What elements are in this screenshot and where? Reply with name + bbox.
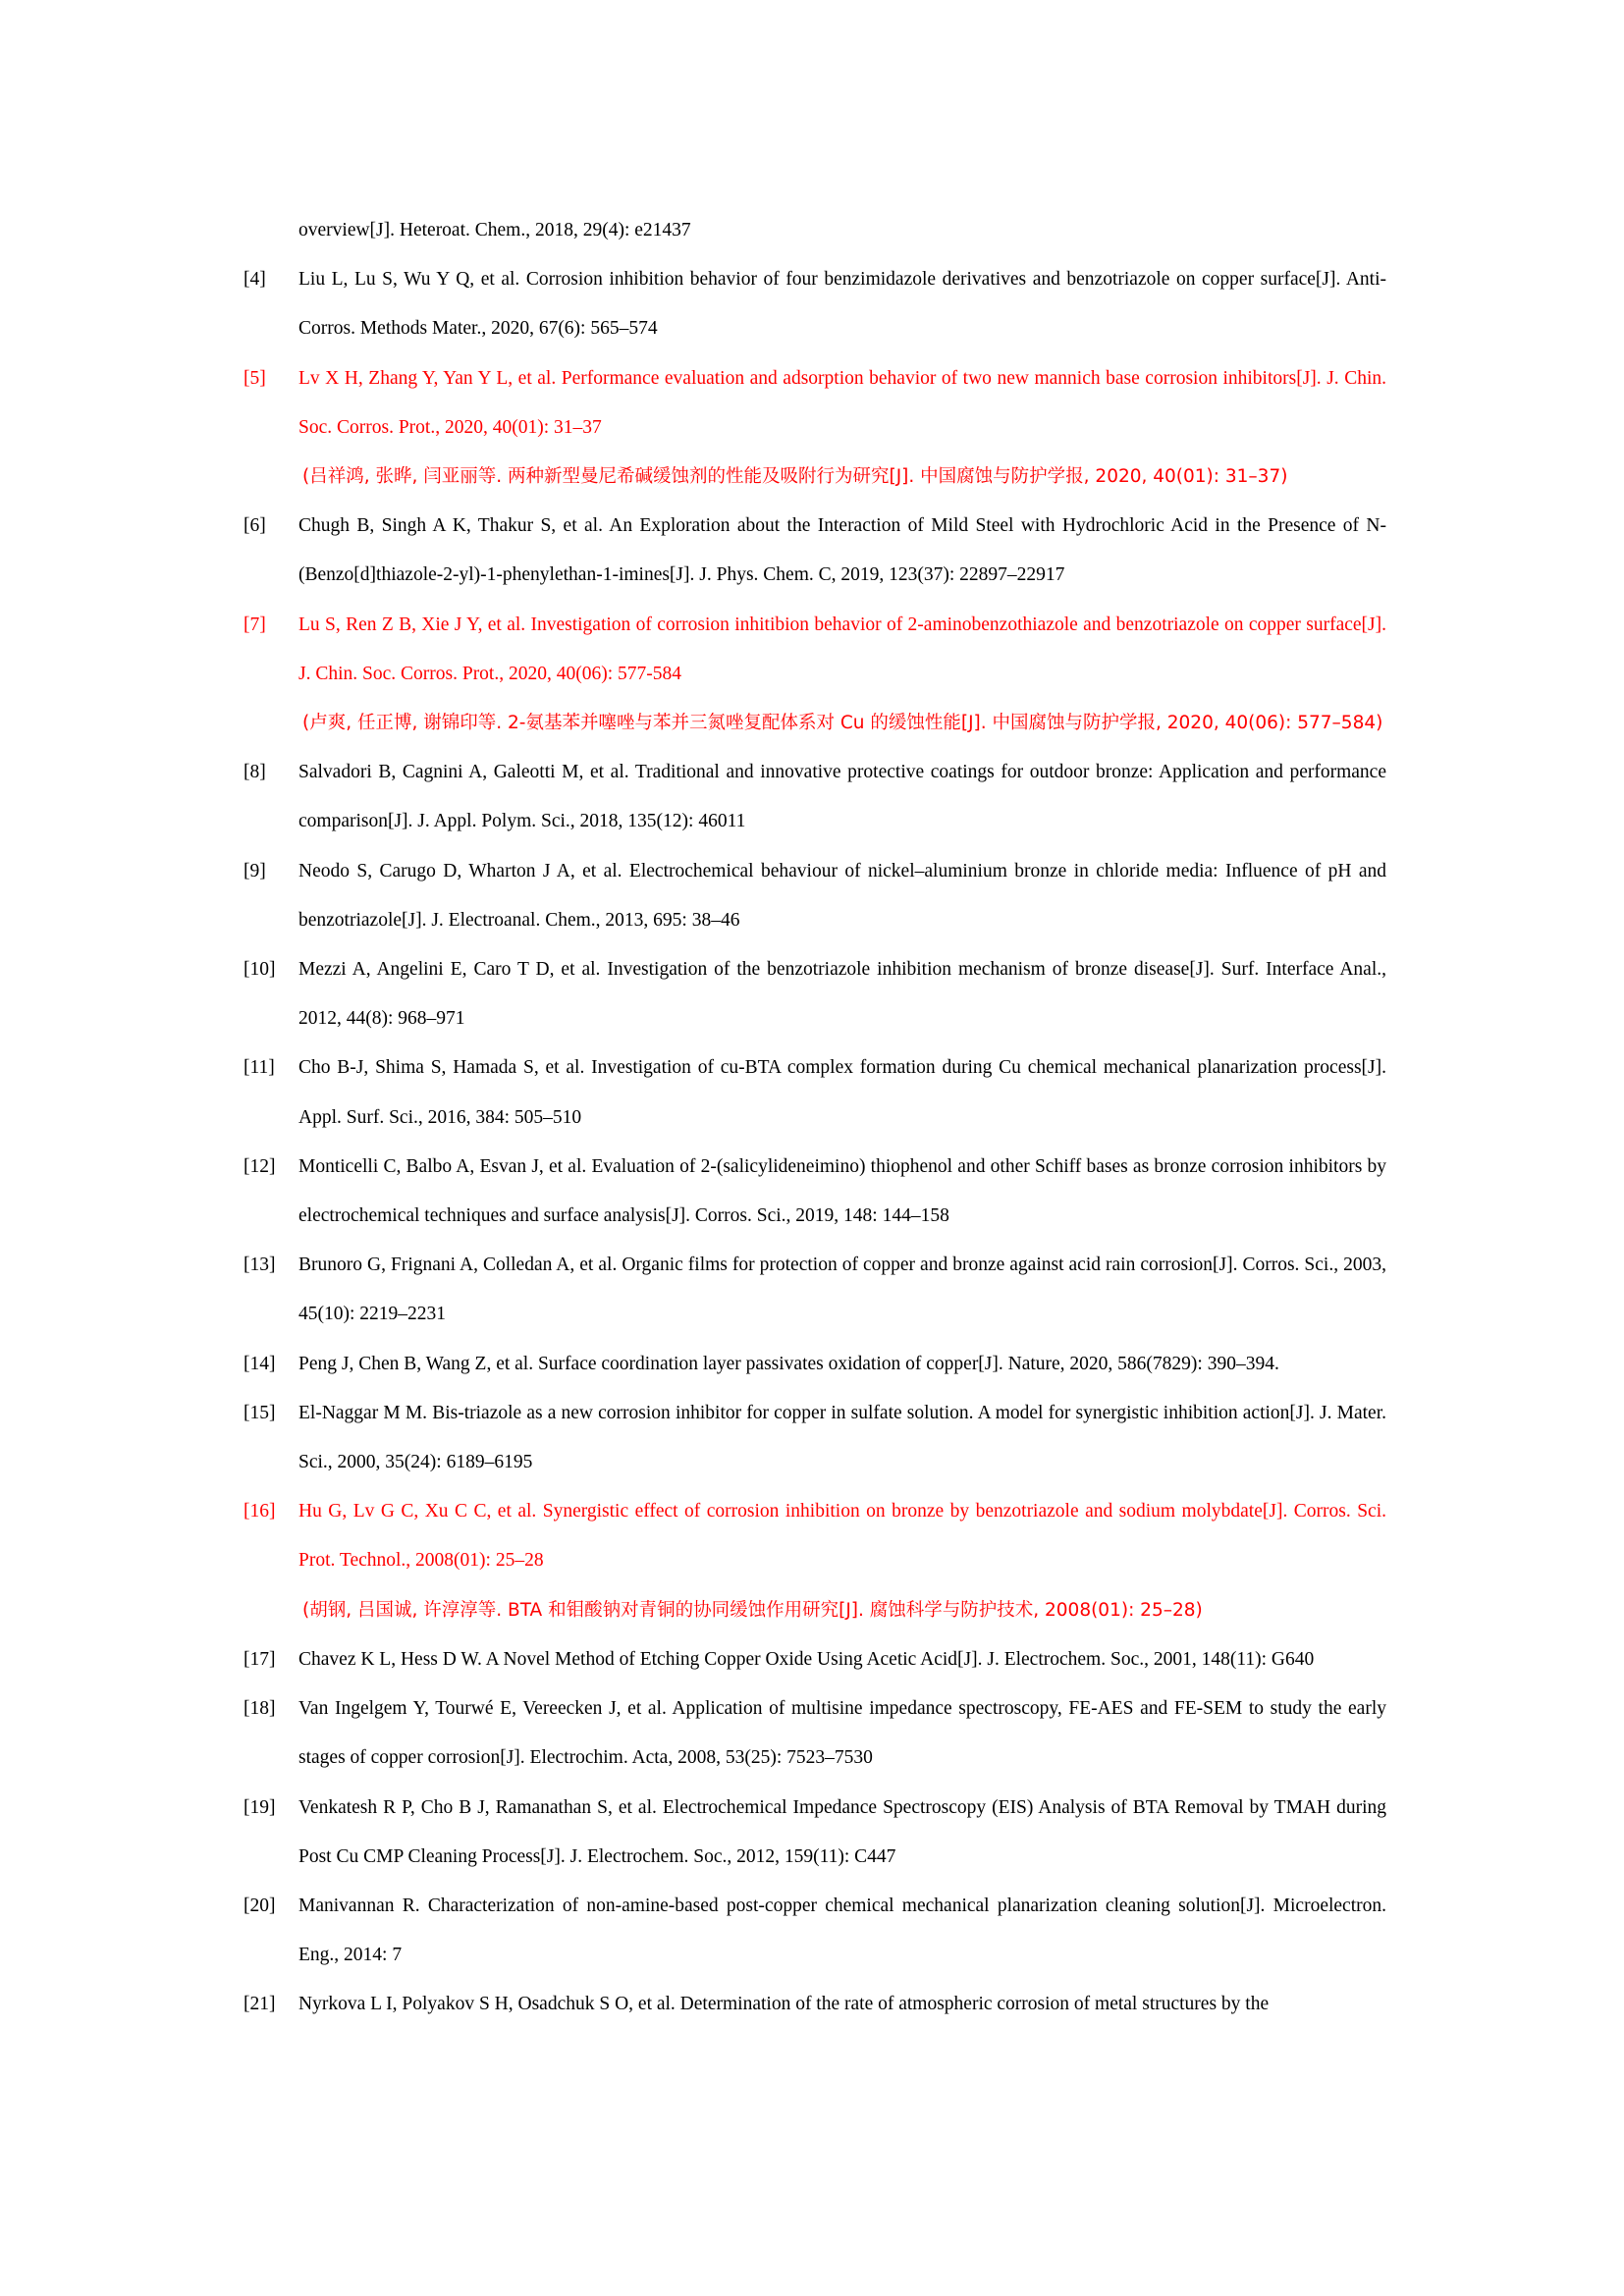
reference-number: [4] [244,269,266,291]
reference-item [244,502,1386,600]
reference-chinese-text: (吕祥鸿, 张晔, 闫亚丽等. 两种新型曼尼希碱缓蚀剂的性能及吸附行为研究[J]. 中国腐蚀与防护学报, 2020, 40(01): 31–37) [302,466,1288,488]
reference-text: Van Ingelgem Y, Tourwé E, Vereecken J, et al. Application of multisine impedance spectroscopy, FE-AES and FE-SEM to study the early stages of copper corrosion[J]. Electrochim. Acta, 2008, 53(25): 7523–7530 [298,1698,1386,1769]
reference-text: Liu L, Lu S, Wu Y Q, et al. Corrosion inhibition behavior of four benzimidazole derivatives and benzotriazole on copper surface[J]. Anti-Corros. Methods Mater., 2020, 67(6): 565–574 [298,269,1386,340]
reference-text: Manivannan R. Characterization of non-amine-based post-copper chemical mechanical planarization cleaning solution[J]. Microelectron. Eng., 2014: 7 [298,1895,1386,1966]
reference-list [244,206,1386,2030]
reference-item [244,354,1386,503]
reference-number: [21] [244,1994,276,2015]
reference-number: [18] [244,1698,276,1720]
reference-text: Venkatesh R P, Cho B J, Ramanathan S, et al. Electrochemical Impedance Spectroscopy (EIS) Analysis of BTA Removal by TMAH during Post Cu CMP Cleaning Process[J]. J. Electrochem. Soc., 2012, 159(11): C447 [298,1796,1386,1867]
reference-item [244,1389,1386,1487]
reference-number: [19] [244,1796,276,1818]
reference-item [244,1143,1386,1241]
reference-item [244,847,1386,945]
reference-item [244,1882,1386,1980]
reference-number: [17] [244,1648,276,1670]
reference-text: Cho B-J, Shima S, Hamada S, et al. Investigation of cu-BTA complex formation during Cu chemical mechanical planarization process[J]. Appl. Surf. Sci., 2016, 384: 505–510 [298,1057,1386,1128]
reference-item [244,1980,1386,2029]
reference-item [244,1684,1386,1783]
reference-item [244,1487,1386,1635]
reference-item [244,748,1386,846]
reference-text: Peng J, Chen B, Wang Z, et al. Surface coordination layer passivates oxidation of copper[J]. Nature, 2020, 586(7829): 390–394. [298,1353,1279,1374]
reference-item [244,945,1386,1043]
reference-number: [7] [244,614,266,635]
reference-number: [16] [244,1501,276,1522]
reference-text: overview[J]. Heteroat. Chem., 2018, 29(4): e21437 [298,220,691,240]
reference-text: Chavez K L, Hess D W. A Novel Method of Etching Copper Oxide Using Acetic Acid[J]. J. Electrochem. Soc., 2001, 148(11): G640 [298,1648,1315,1670]
reference-text: Nyrkova L I, Polyakov S H, Osadchuk S O, et al. Determination of the rate of atmospheric corrosion of metal structures by the [298,1994,1270,2015]
reference-number: [8] [244,762,266,783]
reference-number: [12] [244,1155,276,1177]
reference-chinese-text: (卢爽, 任正博, 谢锦印等. 2-氨基苯并噻唑与苯并三氮唑复配体系对 Cu 的缓蚀性能[J]. 中国腐蚀与防护学报, 2020, 40(06): 577–584) [302,713,1383,734]
reference-text: Mezzi A, Angelini E, Caro T D, et al. Investigation of the benzotriazole inhibition mechanism of bronze disease[J]. Surf. Interface Anal., 2012, 44(8): 968–971 [298,959,1386,1030]
reference-number: [9] [244,860,266,881]
reference-chinese-text: (胡钢, 吕国诚, 许淳淳等. BTA 和钼酸钠对青铜的协同缓蚀作用研究[J]. 腐蚀科学与防护技术, 2008(01): 25–28) [302,1599,1203,1621]
reference-item [244,255,1386,353]
reference-item [244,601,1386,749]
reference-number: [11] [244,1057,275,1079]
reference-item [244,1340,1386,1389]
reference-text: Monticelli C, Balbo A, Esvan J, et al. Evaluation of 2-(salicylideneimino) thiophenol and other Schiff bases as bronze corrosion inhibitors by electrochemical techniques and surface analysis[J]. Corros. Sci., 2019, 148: 144–158 [298,1155,1386,1227]
reference-text: Brunoro G, Frignani A, Colledan A, et al. Organic films for protection of copper and bronze against acid rain corrosion[J]. Corros. Sci., 2003, 45(10): 2219–2231 [298,1255,1386,1325]
reference-item [244,1635,1386,1684]
reference-number: [10] [244,959,276,981]
reference-text: Hu G, Lv G C, Xu C C, et al. Synergistic effect of corrosion inhibition on bronze by benzotriazole and sodium molybdate[J]. Corros. Sci. Prot. Technol., 2008(01): 25–28 [298,1501,1386,1572]
reference-text: Salvadori B, Cagnini A, Galeotti M, et al. Traditional and innovative protective coatings for outdoor bronze: Application and performance comparison[J]. J. Appl. Polym. Sci., 2018, 135(12): 46011 [298,762,1386,832]
reference-item [244,1043,1386,1142]
reference-number: [14] [244,1353,276,1374]
reference-text: Lv X H, Zhang Y, Yan Y L, et al. Performance evaluation and adsorption behavior of two new mannich base corrosion inhibitors[J]. J. Chin. Soc. Corros. Prot., 2020, 40(01): 31–37 [298,367,1386,438]
reference-text: Neodo S, Carugo D, Wharton J A, et al. Electrochemical behaviour of nickel–aluminium bronze in chloride media: Influence of pH and benzotriazole[J]. J. Electroanal. Chem., 2013, 695: 38–46 [298,860,1386,931]
reference-number: [13] [244,1255,276,1276]
reference-item [244,1241,1386,1339]
reference-number: [5] [244,367,266,389]
reference-text: Chugh B, Singh A K, Thakur S, et al. An Exploration about the Interaction of Mild Steel with Hydrochloric Acid in the Presence of N-(Benzo[d]thiazole-2-yl)-1-phenylethan-1-imines[J]. J. Phys. Chem. C, 2019, 123(37): 22897–22917 [298,515,1386,586]
reference-number: [6] [244,515,266,537]
reference-item [244,206,1386,255]
reference-text: El-Naggar M M. Bis-triazole as a new corrosion inhibitor for copper in sulfate solution. A model for synergistic inhibition action[J]. J. Mater. Sci., 2000, 35(24): 6189–6195 [298,1402,1386,1473]
reference-item [244,1784,1386,1882]
reference-text: Lu S, Ren Z B, Xie J Y, et al. Investigation of corrosion inhitibion behavior of 2-aminobenzothiazole and benzotriazole on copper surface[J]. J. Chin. Soc. Corros. Prot., 2020, 40(06): 577-584 [298,614,1386,684]
reference-number: [20] [244,1895,276,1916]
reference-number: [15] [244,1402,276,1423]
